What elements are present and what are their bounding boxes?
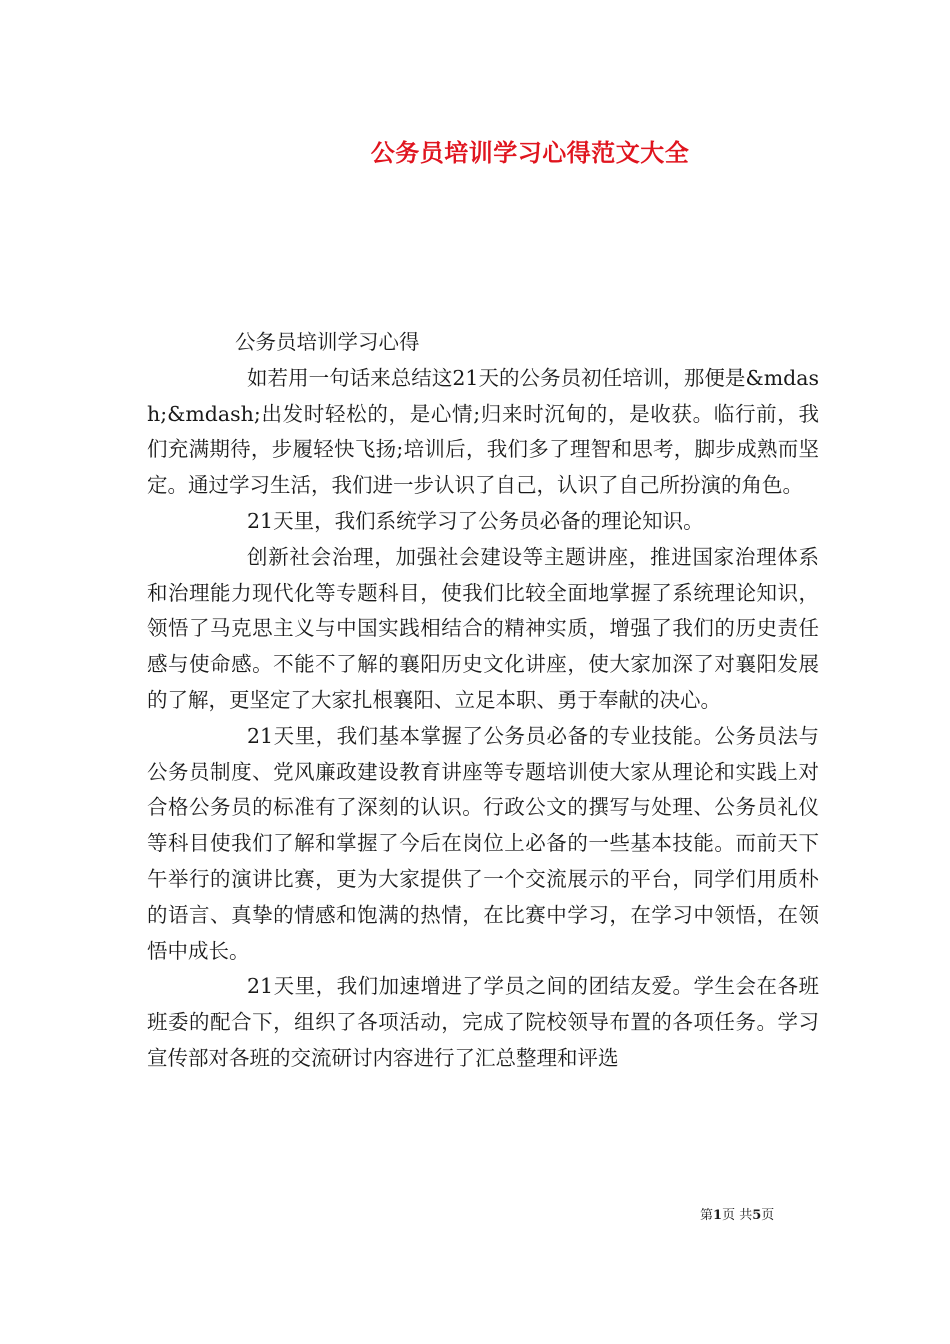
- document-body: [147, 325, 819, 1077]
- page-number-footer: [700, 1204, 774, 1223]
- paragraph: 21天里，我们系统学习了公务员必备的理论知识。: [247, 508, 704, 533]
- section-heading: 公务员培训学习心得: [235, 330, 420, 354]
- paragraph: 21天里，我们基本掌握了公务员必备的专业技能。公务员法与公务员制度、党风廉政建设教育讲座等专题培训使大家从理论和实践上对合格公务员的标准有了深刻的认识。行政公文的撰写与处理、公务员礼仪等科目使我们了解和掌握了今后在岗位上必备的一些基本技能。而前天下午举行的演讲比赛，更为大家提供了一个交流展示的平台，同学们用质朴的语言、真挚的情感和饱满的热情，在比赛中学习，在学习中领悟，在领悟中成长。: [147, 723, 819, 963]
- footer-total-pages: 5: [752, 1208, 762, 1223]
- footer-current-page: 1: [713, 1208, 723, 1223]
- footer-prefix: 第: [700, 1208, 714, 1223]
- paragraph: 创新社会治理，加强社会建设等主题讲座，推进国家治理体系和治理能力现代化等专题科目，使我们比较全面地掌握了系统理论知识，领悟了马克思主义与中国实践相结合的精神实质，增强了我们的历史责任感与使命感。不能不了解的襄阳历史文化讲座，使大家加深了对襄阳发展的了解，更坚定了大家扎根襄阳、立足本职、勇于奉献的决心。: [147, 544, 819, 712]
- paragraph: 21天里，我们加速增进了学员之间的团结友爱。学生会在各班班委的配合下，组织了各项活动，完成了院校领导布置的各项任务。学习宣传部对各班的交流研讨内容进行了汇总整理和评选: [147, 974, 819, 1070]
- paragraph: 如若用一句话来总结这21天的公务员初任培训，那便是&mdash;&mdash;出发时轻松的，是心情;归来时沉甸的，是收获。临行前，我们充满期待，步履轻快飞扬;培训后，我们多了理智和思考，脚步成熟而坚定。通过学习生活，我们进一步认识了自己，认识了自己所扮演的角色。: [147, 365, 819, 498]
- document-title: 公务员培训学习心得范文大全: [370, 138, 690, 167]
- footer-middle: 页 共: [722, 1208, 753, 1223]
- footer-suffix: 页: [761, 1208, 775, 1223]
